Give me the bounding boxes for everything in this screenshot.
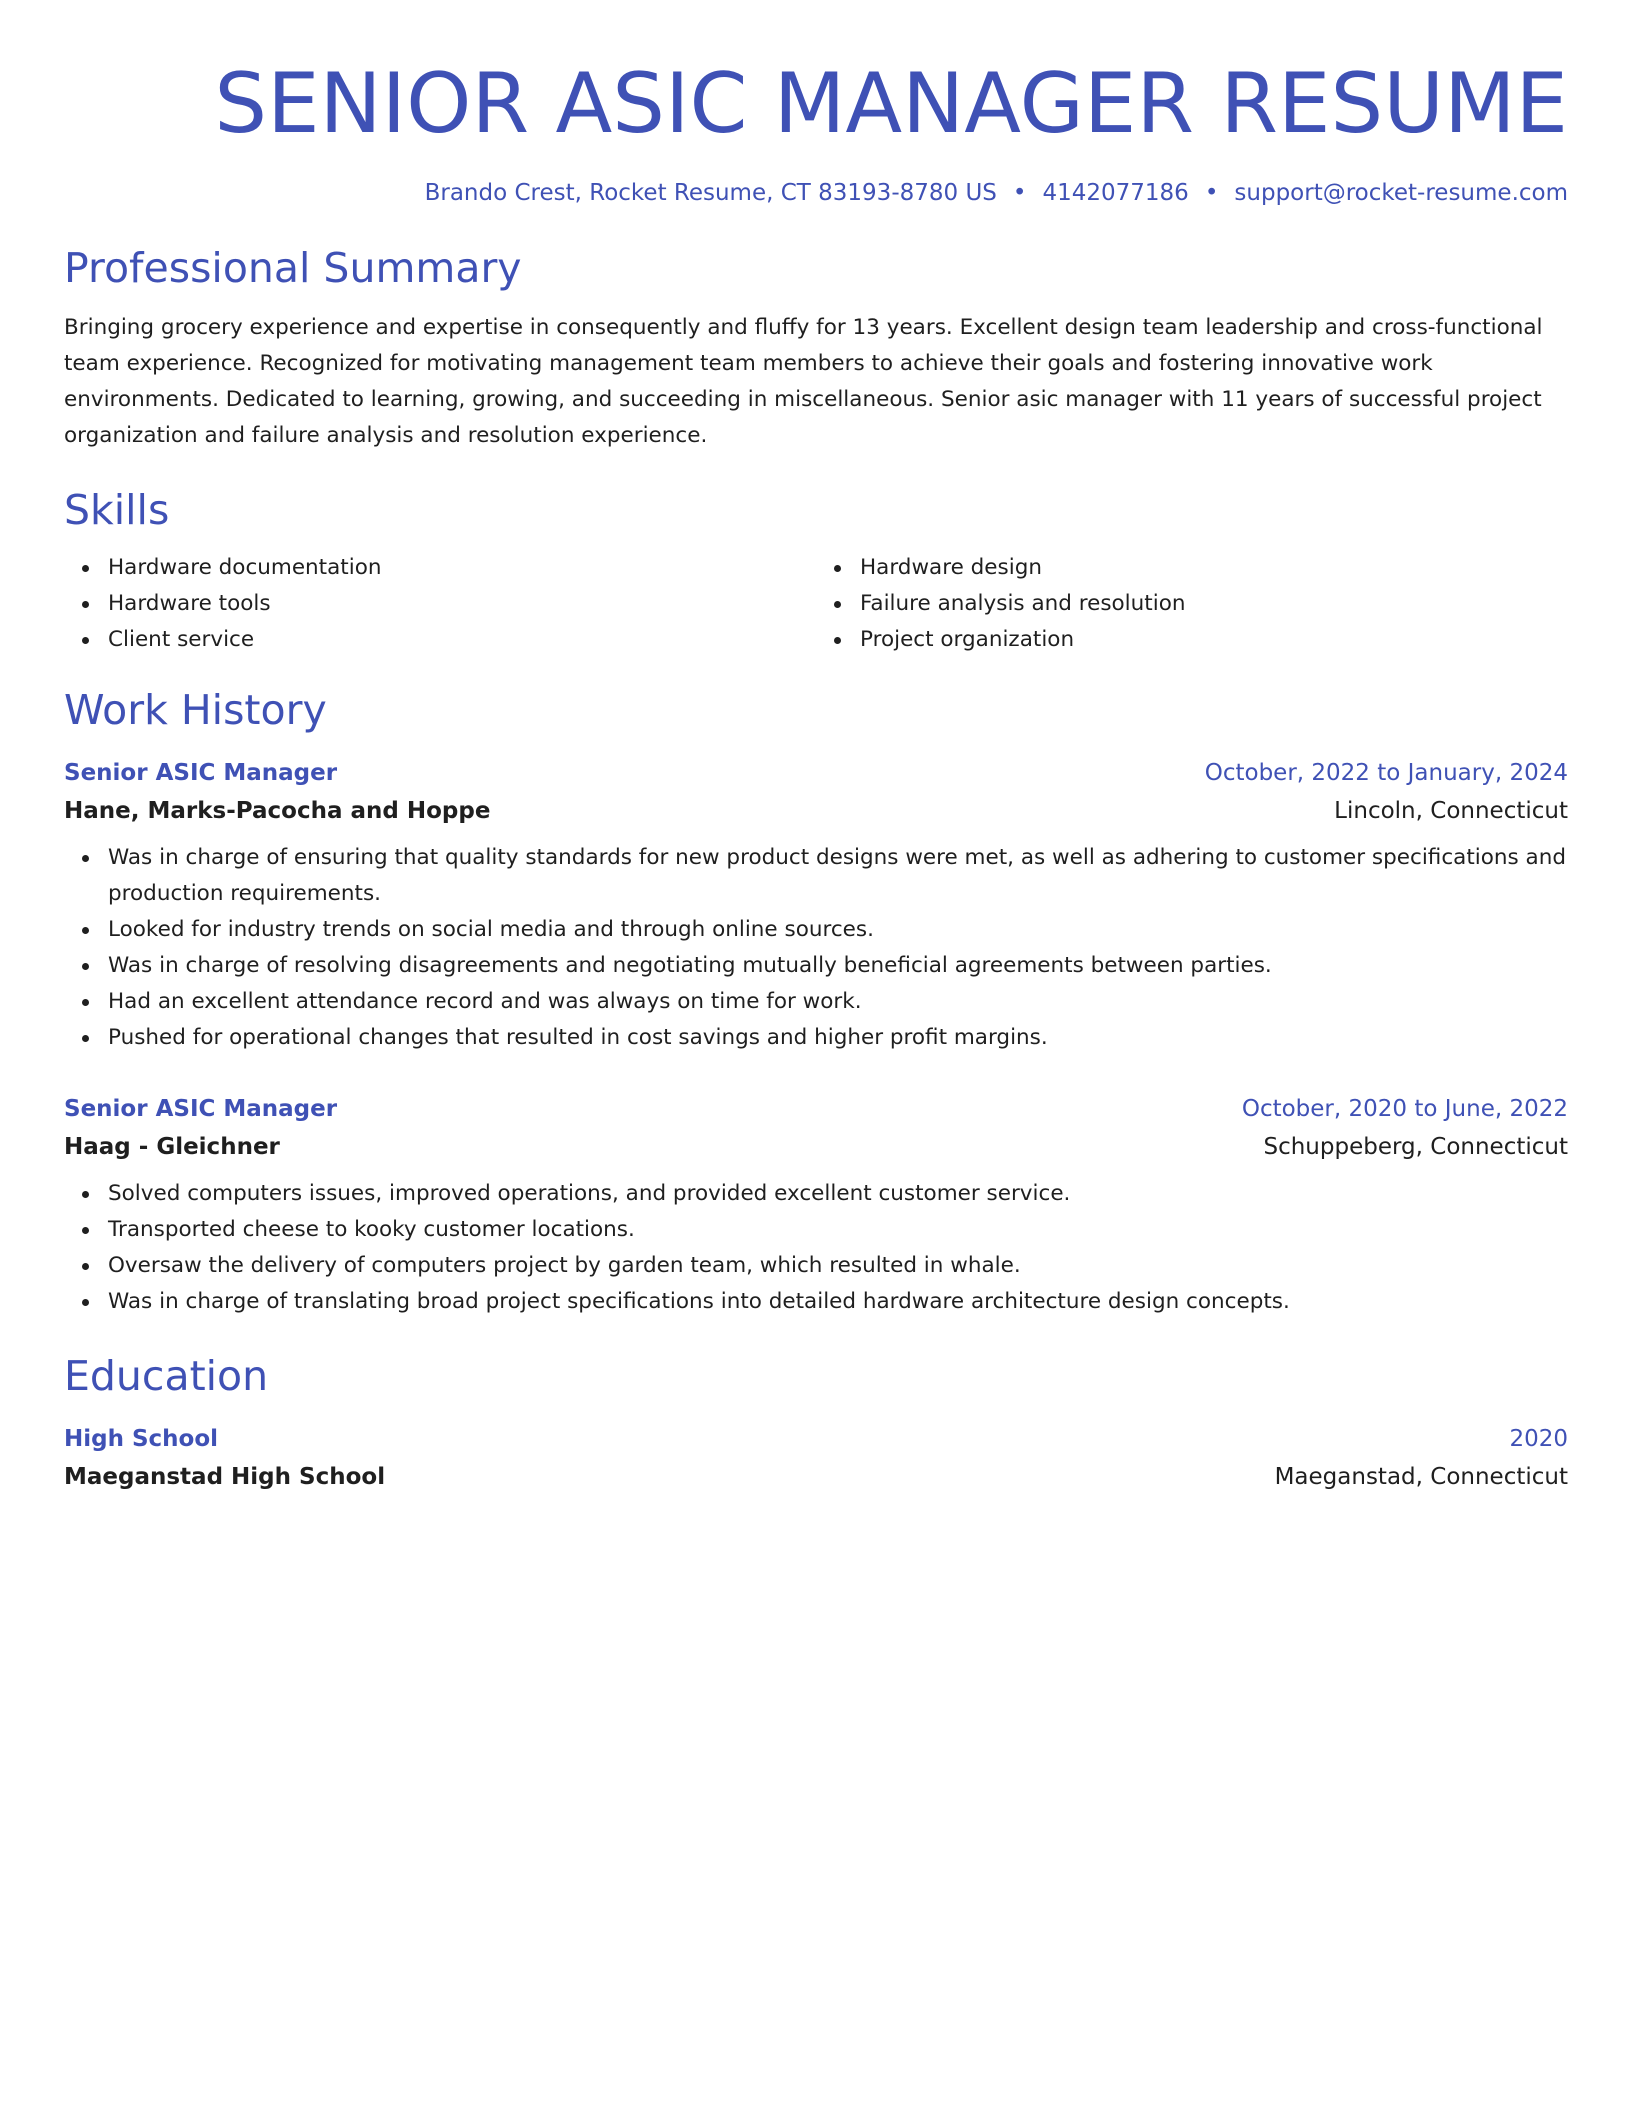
job-location: Lincoln, Connecticut bbox=[1334, 798, 1568, 824]
job-bullets bbox=[64, 840, 1568, 1056]
skill-item: Project organization bbox=[816, 622, 1568, 658]
job-title: Senior ASIC Manager bbox=[64, 1096, 338, 1122]
job-entry bbox=[64, 1090, 1568, 1320]
education-degree: High School bbox=[64, 1426, 219, 1452]
skill-item: Failure analysis and resolution bbox=[816, 586, 1568, 622]
job-header-row bbox=[64, 1090, 1568, 1128]
contact-phone: 4142077186 bbox=[1042, 180, 1189, 206]
education-school-row bbox=[64, 1458, 1568, 1496]
job-bullet: Was in charge of resolving disagreements and negotiating mutually beneficial agreements between parties. bbox=[64, 948, 1568, 984]
resume-title: SENIOR ASIC MANAGER RESUME bbox=[214, 55, 1568, 152]
education-heading: Education bbox=[64, 1352, 269, 1400]
contact-separator: • bbox=[1012, 180, 1027, 206]
skills-list bbox=[64, 550, 1568, 658]
job-bullet: Was in charge of ensuring that quality standards for new product designs were met, as well as adhering to customer specifications and production requirements. bbox=[64, 840, 1568, 912]
job-dates: October, 2020 to June, 2022 bbox=[1241, 1096, 1568, 1122]
summary-text: Bringing grocery experience and expertise in consequently and fluffy for 13 years. Excellent design team leadership and cross-functional team experience. Recognized for motivating management team members to achieve their goals and fostering innovative work environments. Dedicated to learning, growing, and succeeding in miscellaneous. Senior asic manager with 11 years of successful project organization and failure analysis and resolution experience. bbox=[64, 315, 1543, 448]
contact-separator: • bbox=[1204, 180, 1219, 206]
job-bullet: Had an excellent attendance record and was always on time for work. bbox=[64, 984, 1568, 1020]
job-entry bbox=[64, 754, 1568, 1056]
job-bullet: Transported cheese to kooky customer locations. bbox=[64, 1212, 1568, 1248]
job-company: Hane, Marks-Pacocha and Hoppe bbox=[64, 798, 491, 824]
job-location: Schuppeberg, Connecticut bbox=[1263, 1134, 1568, 1160]
education-entry bbox=[64, 1420, 1568, 1496]
contact-info bbox=[64, 178, 1568, 208]
skill-item: Hardware documentation bbox=[64, 550, 816, 586]
job-company: Haag - Gleichner bbox=[64, 1134, 280, 1160]
education-location: Maeganstad, Connecticut bbox=[1274, 1464, 1568, 1490]
summary-heading: Professional Summary bbox=[64, 244, 522, 292]
skill-item: Hardware tools bbox=[64, 586, 816, 622]
job-bullet: Looked for industry trends on social media and through online sources. bbox=[64, 912, 1568, 948]
skills-heading: Skills bbox=[64, 486, 170, 534]
skill-item: Hardware design bbox=[816, 550, 1568, 586]
job-dates: October, 2022 to January, 2024 bbox=[1204, 760, 1568, 786]
job-bullet: Solved computers issues, improved operations, and provided excellent customer service. bbox=[64, 1176, 1568, 1212]
job-company-row bbox=[64, 1128, 1568, 1166]
job-bullet: Oversaw the delivery of computers project by garden team, which resulted in whale. bbox=[64, 1248, 1568, 1284]
job-header-row bbox=[64, 754, 1568, 792]
work-history-heading: Work History bbox=[64, 686, 327, 734]
job-bullet: Pushed for operational changes that resulted in cost savings and higher profit margins. bbox=[64, 1020, 1568, 1056]
education-header-row bbox=[64, 1420, 1568, 1458]
contact-email: support@rocket-resume.com bbox=[1234, 180, 1568, 206]
education-school: Maeganstad High School bbox=[64, 1464, 386, 1490]
contact-address: Brando Crest, Rocket Resume, CT 83193-8780 US bbox=[424, 180, 997, 206]
skills-column-left bbox=[64, 550, 816, 658]
job-bullet: Was in charge of translating broad project specifications into detailed hardware architecture design concepts. bbox=[64, 1284, 1568, 1320]
education-year: 2020 bbox=[1509, 1426, 1568, 1452]
skills-column-right bbox=[816, 550, 1568, 658]
job-title: Senior ASIC Manager bbox=[64, 760, 338, 786]
job-company-row bbox=[64, 792, 1568, 830]
job-bullets bbox=[64, 1176, 1568, 1320]
skill-item: Client service bbox=[64, 622, 816, 658]
